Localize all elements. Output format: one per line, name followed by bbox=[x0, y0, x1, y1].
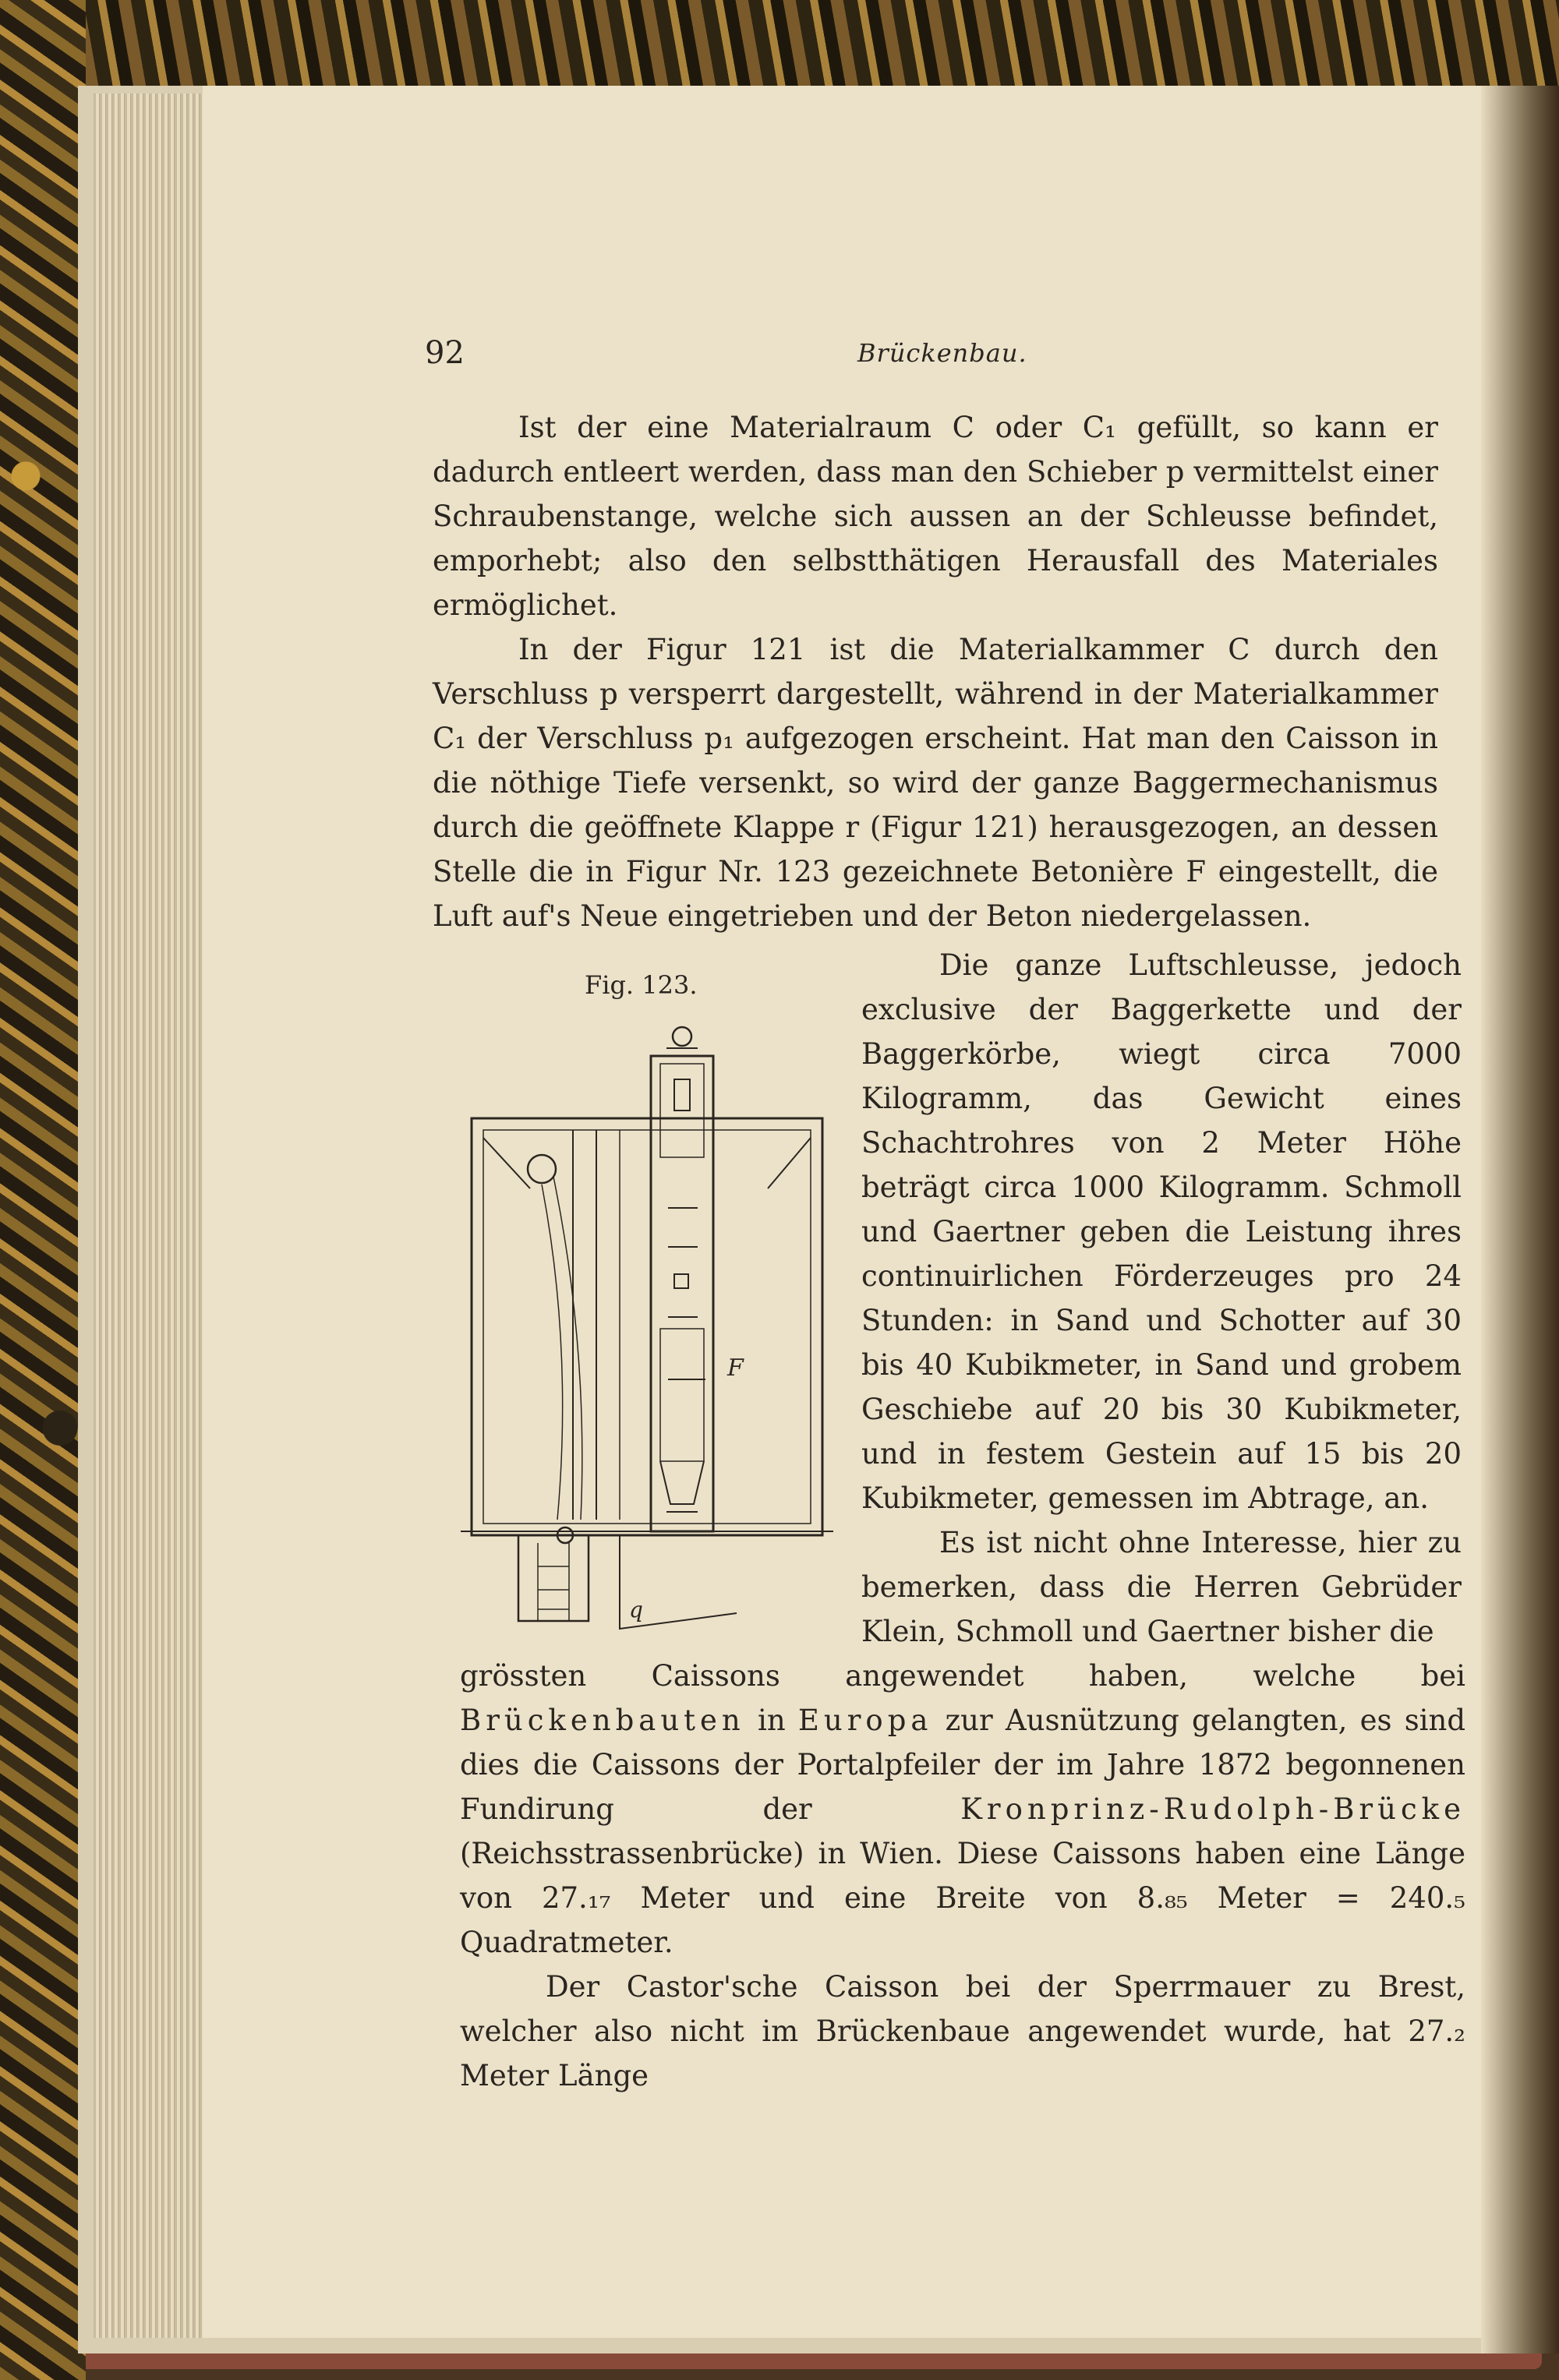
text-run: in bbox=[757, 1704, 786, 1737]
betoniere-body bbox=[660, 1329, 704, 1461]
spaced-term: Brückenbauten bbox=[460, 1704, 745, 1737]
marbled-cover-top bbox=[86, 0, 1559, 86]
text-run: zur Ausnützung gelangten, es sind dies die Caissons der Portalpfeiler der im Jahre 1872 begonnenen Fundirung der bbox=[460, 1704, 1466, 1826]
spaced-term: Europa bbox=[797, 1704, 933, 1737]
spaced-term: Kronprinz-Rudolph-Brücke bbox=[960, 1792, 1465, 1826]
chamber-inner-outline bbox=[483, 1130, 811, 1524]
page-edges bbox=[94, 94, 210, 2338]
winch-pulley bbox=[528, 1155, 556, 1183]
figure-label-f: F bbox=[727, 1354, 744, 1382]
paragraph: Die ganze Luftschleusse, jedoch exclusive der Baggerkette und der Baggerkörbe, wiegt circa 7000 Kilogramm, das Gewicht eines Schachtrohres von 2 Meter Höhe beträgt circa 1000 Kilogramm. Schmoll und Gaertner geben die Leistung ihres continuirlichen Förderzeuges pro 24 Stunden: in Sand und Schotter auf 30 bis 40 Kubikmeter, in Sand und grobem Geschiebe auf 20 bis 30 Kubikmeter, und in festem Gestein auf 15 bis 20 Kubikmeter, gemessen im Abtrage, an. bbox=[861, 948, 1462, 1515]
shaft-window bbox=[674, 1079, 690, 1111]
chamber-outline bbox=[472, 1118, 822, 1535]
figure-caption: Fig. 123. bbox=[585, 970, 698, 1000]
text-run: grössten Caissons angewendet haben, welche bei bbox=[460, 1659, 1465, 1693]
figure-label-q: q bbox=[629, 1597, 643, 1623]
running-head: Brückenbau. bbox=[857, 338, 1027, 368]
paragraph: Ist der eine Materialraum C oder C₁ gefüllt, so kann er dadurch entleert werden, dass man den Schieber p vermittelst einer Schraubenstange, welche sich aussen an der Schleusse befindet, emporhebt; also den selbstthätigen Herausfall des Materiales ermöglichet. bbox=[433, 411, 1438, 622]
page-header bbox=[425, 335, 1446, 382]
paragraph: Der Castor'sche Caisson bei der Sperrmauer zu Brest, welcher also nicht im Brückenbaue angewendet wurde, hat 27.₂ Meter Länge bbox=[460, 1970, 1465, 2092]
top-pulley bbox=[673, 1027, 691, 1046]
marbled-cover-left bbox=[0, 0, 86, 2380]
lower-chamber bbox=[518, 1535, 589, 1621]
betoniere-hopper bbox=[660, 1461, 704, 1504]
page-number: 92 bbox=[425, 335, 465, 371]
text-block-bottom bbox=[460, 1654, 1465, 2098]
paragraph: In der Figur 121 ist die Materialkammer C durch den Verschluss p versperrt dargestellt, während in der Materialkammer C₁ der Verschluss p₁ aufgezogen erscheint. Hat man den Caisson in die nöthige Tiefe versenkt, so wird der ganze Baggermechanismus durch die geöffnete Klappe r (Figur 121) herausgezogen, an dessen Stelle die in Figur Nr. 123 gezeichnete Betonière F eingestellt, die Luft auf's Neue eingetrieben und der Beton niedergelassen. bbox=[433, 633, 1438, 933]
text-run: (Reichsstrassenbrücke) in Wien. Diese Caissons haben eine Länge von 27.₁₇ Meter und eine Breite von 8.₈₅ Meter = 240.₅ Quadratmeter. bbox=[460, 1837, 1465, 1959]
spine-shadow bbox=[1481, 86, 1559, 2354]
text-block-side bbox=[861, 943, 1462, 1654]
text-block-top bbox=[433, 405, 1438, 938]
paragraph bbox=[460, 1654, 1465, 1965]
paragraph: Es ist nicht ohne Interesse, hier zu bemerken, dass die Herren Gebrüder Klein, Schmoll und Gaertner bisher die bbox=[861, 1526, 1462, 1648]
figure-123-air-lock-drawing bbox=[456, 1021, 838, 1644]
